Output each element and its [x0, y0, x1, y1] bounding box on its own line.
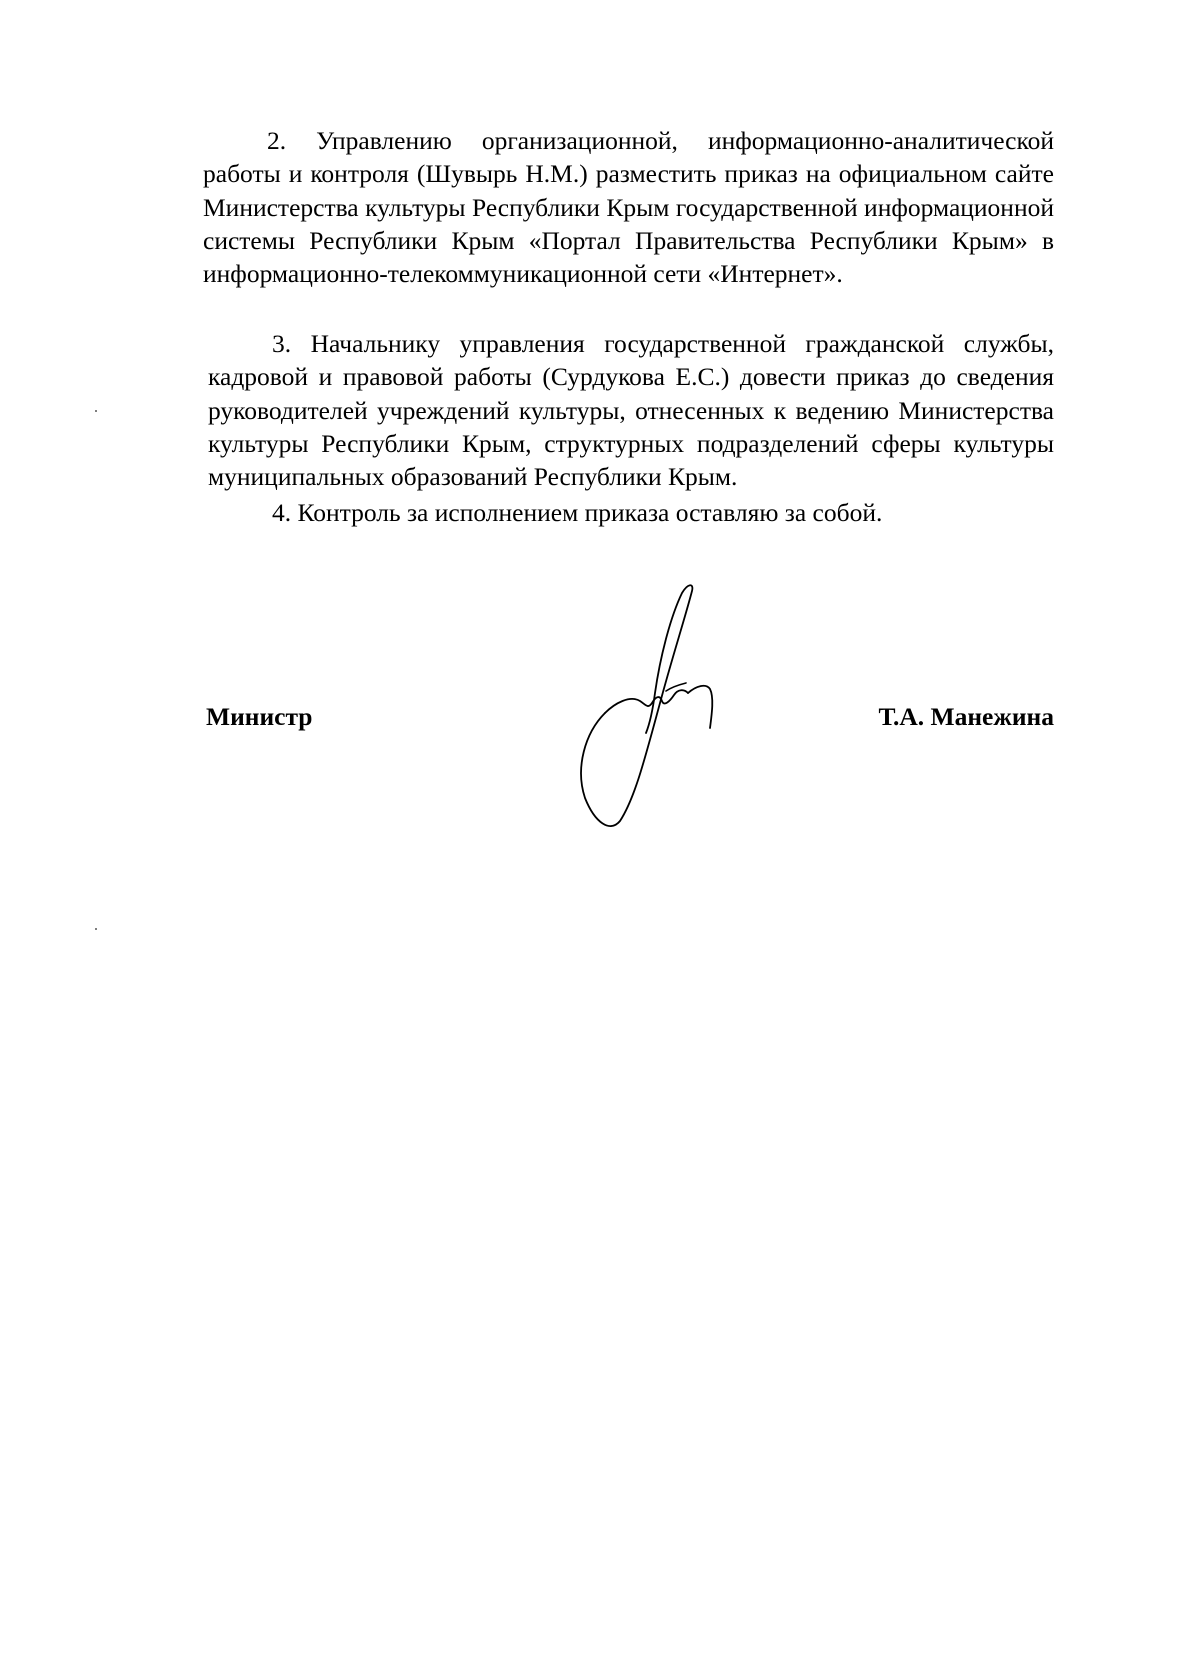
scan-speck	[95, 928, 97, 930]
paragraph-3: 3. Начальнику управления государственной гражданской службы, кадровой и правовой работы (Сурдукова Е.С.) довести приказ до сведения руководителей учреждений культуры, отнесенных к ведению Министерства культуры Республики Крым, структурных подразделений сферы культуры муниципальных образований Республики Крым.	[208, 329, 1054, 492]
signatory-name: Т.А. Манежина	[878, 702, 1054, 731]
scan-speck	[95, 410, 97, 412]
signatory-title: Министр	[206, 702, 313, 731]
handwritten-signature	[560, 583, 735, 838]
paragraph-4: 4. Контроль за исполнением приказа оставляю за собой.	[272, 498, 883, 527]
paragraph-2: 2. Управлению организационной, информационно-аналитической работы и контроля (Шувырь Н.М.) разместить приказ на официальном сайте Министерства культуры Республики Крым государственной информационной системы Республики Крым «Портал Правительства Республики Крым» в информационно-телекоммуникационной сети «Интернет».	[203, 126, 1054, 289]
